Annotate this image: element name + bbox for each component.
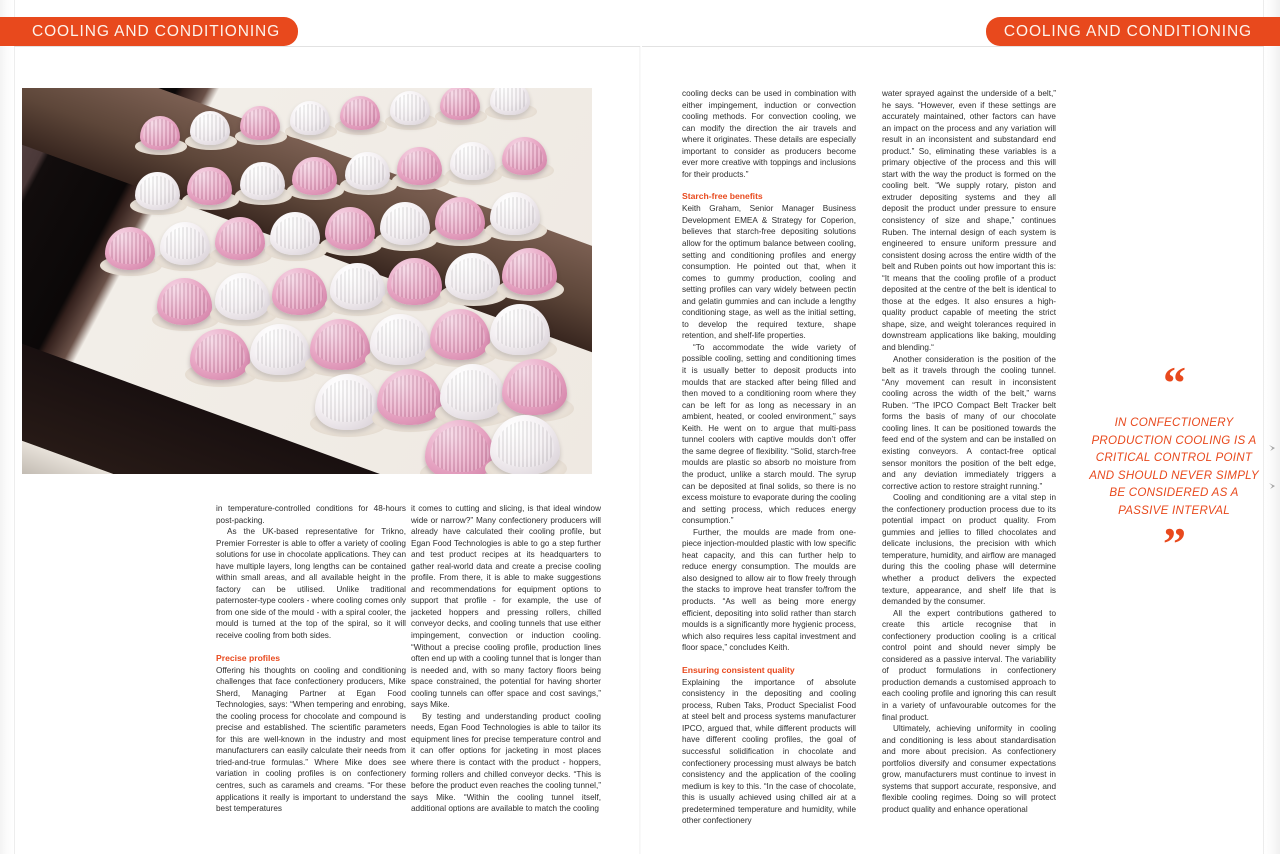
photo-sweet [240,106,280,140]
photo-sweet [190,111,230,145]
article-paragraph: Further, the moulds are made from one-piece injection-moulded plastic with low specific heat capacity, and this can further help to reduce energy consumption. The moulds are also designed to allow air to flow freely through the stacks to improve heat transfer to/from the products. “As well as being more energy efficient, depositing into solid rather than starch moulds is a significantly more hygienic process, which also requires less capital investment and floor space,” concludes Keith. [682,527,856,653]
photo-sweet [450,142,495,181]
photo-sweet [290,101,330,135]
photo-sweet [345,152,390,191]
page-curl-mark-lower [1268,482,1277,491]
photo-sweet [325,207,375,250]
article-paragraph: Cooling and conditioning are a vital step in the confectionery production process due to its potential impact on product quality. From gummies and jellies to filled chocolates and delicate inclusions, the precision with which temperature, humidity, and airflow are managed during this the cooling phase will determine whether a product delivers the expected texture, appearance, and shelf life that is demanded by the consumer. [882,493,1056,607]
photo-sweet [435,197,485,240]
article-paragraph: Ultimately, achieving uniformity in cooling and conditioning is less about standardisation and more about precision. As confectionery portfolios diversify and consumer expectations grow, manufacturers must continue to invest in systems that support accurate, responsive, and flexible cooling regimes. Doing so will protect product quality and enhance operational [882,724,1056,814]
photo-sweet [215,217,265,260]
pull-quote-text: IN CONFECTIONERY PRODUCTION COOLING IS A CRITICAL CONTROL POINT AND SHOULD NEVER SIMPLY BE CONSIDERED AS A PASSIVE INTERVAL [1089,416,1259,517]
article-column-4 [882,88,1056,850]
photo-sweet [160,222,210,265]
article-paragraph: Offering his thoughts on cooling and conditioning challenges that face confectionery producers, Mike Sherd, Managing Partner at Egan Food Technologies, says: “When tempering and enrobing, the cooling process for chocolate and compound is precise and established. The scientific parameters for this are well-known in the industry and most manufacturers can easily calculate their needs from tried-and-true formulas.” Where Mike does see variation in cooling profiles is on confectionery centres, such as caramels and creams. “For these applications it really is important to understand the best temperatures [216,665,406,814]
right-page-edge [1263,0,1280,854]
photo-sweet [240,162,285,201]
photo-sweet [215,273,270,320]
photo-sweet [440,88,480,120]
article-paragraph: in temperature-controlled conditions for 48-hours post-packing. [216,504,406,525]
header-rule-right [642,46,1264,47]
section-banner-left [0,17,298,46]
quote-open-mark: “ [1163,357,1185,408]
section-subheading: Starch-free benefits [682,191,763,202]
article-column-1 [216,503,406,853]
article-paragraph: “To accommodate the wide variety of possible cooling, setting and conditioning times it is usually better to deposit products into moulds that are stacked after being filled and then moved to a conditioning room where they can be left for as long as necessary in an ambient, heated, or cooled environment,” says Keith. He went on to argue that multi-pass tunnel coolers with captive moulds don’t offer the same degree of flexibility. “Solid, starch-free moulds are plastic so absorb no moisture from the product, unlike a starch mould. The syrup can be deposited at final solids, so there is no excess moisture to evaporate during the cooling and setting process, which reduces energy consumption.” [682,342,856,526]
article-paragraph: As the UK-based representative for Trikno, Premier Forrester is able to offer a variety of cooling solutions for use in chocolate applications. They can have multiple layers, long lengths can be contained within small areas, and all available height in the factory can be utilised. Unlike traditional paternoster-type coolers - where cooling comes only from one side of the mould - with a spiral cooler, the mould is turned at the top of the spiral, so it will receive cooling from both sides. [216,527,406,641]
section-subheading: Ensuring consistent quality [682,664,795,675]
page-curl-mark-upper [1268,444,1277,453]
article-paragraph: Another consideration is the position of the belt as it travels through the cooling tunnel. “Any movement can result in inconsistent cooling across the width of the belt,” warns Ruben. “The IPCO Compact Belt Tracker belt forms the basis of many of our chocolate cooling lines. It can be positioned towards the feed end of the system and can be installed on existing conveyors. A contact-free optical sensor monitors the position of the belt edge, and any deviation immediately triggers a corrective action to restore straight running.” [882,354,1056,491]
article-paragraph: it comes to cutting and slicing, is that ideal window wide or narrow?” Many confectionery producers will already have calculated their cooling profile, but Egan Food Technologies is able to go a step further and test product recipes at its headquarters to gather real-world data and create a precise cooling profile. From there, it is able to make suggestions and recommendations for equipment options to support that profile - for example, the use of jacketed hoppers and pressing rollers, chilled conveyor decks, and cooling tunnels that use either impingement, convection or induction cooling. “Without a precise cooling profile, production lines often end up with a cooling tunnel that is longer than is needed and, with so many factory floors being space constrained, the potential for having shorter cooling tunnels can offer space and cost savings,” says Mike. [411,504,601,710]
header-rule-left [14,46,640,47]
article-paragraph: Explaining the importance of absolute consistency in the depositing and cooling process, Ruben Taks, Product Specialist Food at steel belt and process systems manufacturer IPCO, argued that, while different products will have different cooling profiles, the goal of successful solidification in chocolate and confectionery processing must always be batch consistency and the application of the cooling medium is key to this. “In the case of chocolate, this is usually achieved using chilled air at a predetermined temperature and humidity, while other confectionery [682,677,856,826]
article-paragraph: Keith Graham, Senior Manager Business Development EMEA & Strategy for Coperion, believes that starch-free depositing solutions allow for the optimum balance between cooling, setting and conditioning profiles and energy consumption. He pointed out that, when it comes to gummy production, cooling and setting profiles can vary widely between pectin and gelatin gummies and can include a lengthy conditioning stage, as well as the initial setting, to develop the required texture, shape retention, and shelf-life properties. [682,204,856,341]
section-banner-right-label: COOLING AND CONDITIONING [1003,22,1252,40]
section-subheading: Precise profiles [216,652,281,663]
article-paragraph: cooling decks can be used in combination with either impingement, induction or convection cooling methods. For convection cooling, we can modify the direction the air travels and where it originates. These details are especially important to consider as producers become ever more creative with toppings and inclusions for their products.” [682,89,856,179]
photo-sweet [380,202,430,245]
photo-sweet [440,364,505,420]
article-paragraph: water sprayed against the underside of a belt,” he says. “However, even if these settings are accurately maintained, other factors can have an impact on the process and any variation will result in an inconsistent and substandard end product.” So, eliminating these variables is a primary objective of the process and this will start with the way the product is formed on the cooling belt. “We supply rotary, piston and extruder depositing systems and they all deposit the product under pressure to ensure consistency of size and shape,” continues Ruben. The internal design of each system is engineered to ensure uniform pressure and consistent dosing across the entire width of the belt and Ruben points out how important this is: “It means that the cooling profile of a product deposited at the centre of the belt is identical to those at the edges. It also ensures a high-quality product capable of meeting the strict shape, size, and weight tolerances required in downstream applications like baking, moulding and blending.“ [882,89,1056,353]
article-column-2 [411,503,601,853]
photo-sweet [140,116,180,150]
photo-sweet [315,374,380,430]
quote-close-mark: ” [1163,518,1185,569]
photo-sweet [135,172,180,211]
left-page-edge [0,0,15,854]
section-banner-left-label: COOLING AND CONDITIONING [32,22,281,40]
page-gutter [639,46,641,854]
section-banner-right [986,17,1280,46]
pull-quote [1086,357,1262,569]
photo-sweet [445,253,500,300]
article-paragraph: By testing and understanding product cooling needs, Egan Food Technologies is able to tailor its equipment lines for precise temperature control and it can offer options for jacketing in most places where there is contact with the product - hoppers, forming rollers and chilled conveyor decks. “This is before the product even reaches the cooling tunnel,” says Mike. “Within the cooling tunnel itself, additional options are available to match the cooling [411,711,601,814]
photo-sweet [330,263,385,310]
article-column-3 [682,88,856,850]
photo-sweet [340,96,380,130]
article-paragraph: All the expert contributions gathered to create this article recognise that in confectionery production cooling is a critical control point and should never simply be considered as a passive interval. The variability of product formulations in confectionery production demands a customised approach to each cooling profile and ignoring this can result in a variety of unfavourable outcomes for the final product. [882,608,1056,722]
photo-sweet [270,212,320,255]
hero-photo [22,88,592,474]
photo-sweet [490,88,530,115]
photo-sweet [390,91,430,125]
photo-sweet [105,227,155,270]
photo-sweet [490,192,540,235]
